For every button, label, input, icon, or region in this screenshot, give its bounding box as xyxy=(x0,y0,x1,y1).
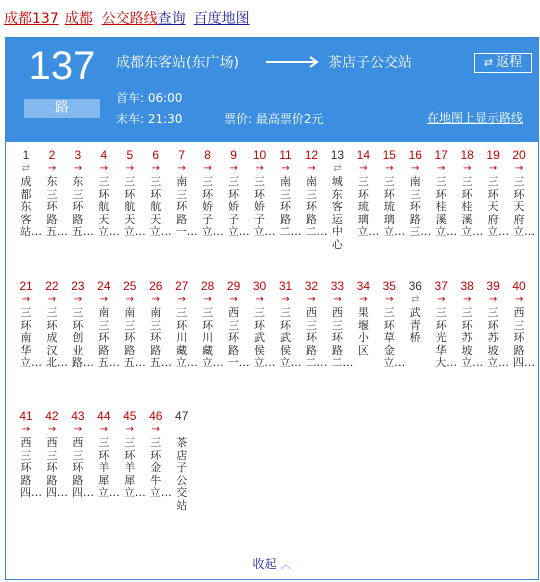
stop-name: 三环天府立… xyxy=(513,175,536,239)
stop-number: 12 xyxy=(304,148,319,162)
stop-name: 西三环路四… xyxy=(71,436,94,500)
direction-arrow-icon: → xyxy=(488,163,498,174)
bus-stop[interactable] xyxy=(144,409,172,500)
stop-name: 三环琉璃立… xyxy=(383,175,406,239)
bus-stop[interactable] xyxy=(325,279,354,370)
direction-arrow-icon: → xyxy=(307,294,316,305)
stop-number: 38 xyxy=(460,279,474,293)
stop-name: 三环苏坡立… xyxy=(461,306,484,370)
direction-arrow-icon: → xyxy=(307,163,316,174)
bus-stop[interactable] xyxy=(299,148,328,239)
bus-stop[interactable] xyxy=(455,148,484,239)
stop-name: 三环天府立… xyxy=(487,175,510,239)
direction-arrow-icon: → xyxy=(203,163,212,174)
stop-number: 5 xyxy=(126,148,134,162)
direction-arrow-icon: → xyxy=(125,163,134,174)
bus-stop[interactable] xyxy=(144,148,172,239)
stop-name: 南三环路五… xyxy=(123,306,146,370)
stop-name: 果堰小区 xyxy=(357,306,369,357)
bus-stop[interactable] xyxy=(14,148,42,239)
stop-number: 4 xyxy=(100,148,108,162)
stop-number: 14 xyxy=(356,148,371,162)
direction-arrow-icon: → xyxy=(203,294,212,305)
direction-arrow-icon: → xyxy=(73,294,83,305)
direction-arrow-icon: → xyxy=(229,163,238,174)
bus-stop[interactable] xyxy=(66,279,94,370)
stop-name: 三环羊犀立… xyxy=(97,436,120,500)
last-bus-time: 末车: 21:30 xyxy=(116,112,183,126)
stop-name: 三环航天立… xyxy=(149,175,172,239)
direction-arrow-icon: → xyxy=(47,163,57,174)
direction-arrow-icon: → xyxy=(436,294,446,305)
bus-stop[interactable] xyxy=(66,148,94,239)
bus-stop[interactable] xyxy=(118,409,146,500)
stop-name: 三环武侯立… xyxy=(279,306,302,370)
bus-stop[interactable] xyxy=(66,409,94,500)
direction-arrow-icon: → xyxy=(411,163,420,174)
stop-number: 6 xyxy=(152,148,160,162)
stop-number: 19 xyxy=(486,148,500,162)
direction-arrow-icon: → xyxy=(125,424,134,435)
stop-name: 三环羊犀立… xyxy=(123,436,146,500)
stop-number: 26 xyxy=(149,279,163,293)
bus-stop[interactable] xyxy=(299,279,328,370)
stop-name: 东三环路五… xyxy=(71,175,94,239)
stop-name: 西三环路一… xyxy=(227,306,250,370)
stop-number: 16 xyxy=(408,148,422,162)
stop-number: 43 xyxy=(71,409,85,423)
stop-name: 南三环路一… xyxy=(175,175,198,239)
stop-name: 茶店子公交站 xyxy=(176,436,188,512)
bus-stop[interactable] xyxy=(429,279,458,370)
destination-station: 茶店子公交站 xyxy=(328,55,412,71)
bus-stop[interactable] xyxy=(92,148,120,239)
stop-number: 25 xyxy=(123,279,137,293)
first-bus-time: 首车: 06:00 xyxy=(116,91,183,105)
bus-stop[interactable] xyxy=(196,148,224,239)
show-on-map-link[interactable]: 在地图上显示路线 xyxy=(427,111,524,125)
stop-number: 1 xyxy=(22,148,30,162)
bus-stop[interactable] xyxy=(14,409,42,500)
stop-number: 41 xyxy=(19,409,33,423)
direction-arrow-icon: → xyxy=(125,294,134,305)
stop-name: 南三环路五… xyxy=(149,306,172,370)
route-number: 137 xyxy=(28,44,96,88)
stop-number: 11 xyxy=(279,148,292,162)
stop-name: 三环娇子立… xyxy=(227,175,250,239)
stop-name: 三环苏坡立… xyxy=(487,306,510,370)
direction-arrow-icon: → xyxy=(73,424,83,435)
stop-number: 13 xyxy=(330,148,345,162)
bus-stop[interactable] xyxy=(351,279,375,357)
stop-name: 三环南华立… xyxy=(20,306,42,370)
stop-number: 18 xyxy=(460,148,474,162)
stop-name: 西三环路四… xyxy=(20,436,42,500)
direction-arrow-icon: → xyxy=(73,163,83,174)
direction-arrow-icon: → xyxy=(514,163,524,174)
bus-stop[interactable] xyxy=(377,148,406,239)
stop-number: 20 xyxy=(512,148,526,162)
collapse-toggle[interactable] xyxy=(6,549,538,579)
direction-arrow-icon: → xyxy=(462,163,472,174)
return-trip-button[interactable] xyxy=(474,53,532,73)
return-label: 返程 xyxy=(496,55,523,70)
bus-stop[interactable] xyxy=(481,148,510,239)
stop-number: 17 xyxy=(434,148,448,162)
stop-number: 33 xyxy=(330,279,345,293)
route-unit-badge: 路 xyxy=(24,99,100,118)
stop-number: 37 xyxy=(434,279,448,293)
bus-stop[interactable] xyxy=(222,148,250,239)
search-link[interactable]: 公交路线 xyxy=(101,11,158,27)
stop-name: 西三环路四… xyxy=(513,306,536,370)
bus-stop[interactable] xyxy=(40,279,68,370)
stop-name: 南三环路五… xyxy=(97,306,120,370)
bidirectional-arrow-icon: ⇄ xyxy=(411,294,420,305)
bus-stop[interactable] xyxy=(507,279,536,370)
direction-arrow-icon: → xyxy=(281,163,290,174)
bus-stop[interactable] xyxy=(377,279,406,370)
stop-number: 24 xyxy=(97,279,111,293)
swap-icon: ⇄ xyxy=(483,56,494,69)
direction-arrow-icon: → xyxy=(99,294,109,305)
bus-stop[interactable] xyxy=(222,279,250,370)
direction-arrow-icon: → xyxy=(385,294,394,305)
stop-name: 三环航天立… xyxy=(123,175,146,239)
stop-number: 46 xyxy=(149,409,163,423)
stop-number: 42 xyxy=(45,409,59,423)
direction-arrow-icon: → xyxy=(359,294,368,305)
route-title-link[interactable]: 成都137 xyxy=(4,11,59,27)
stop-number: 7 xyxy=(178,148,186,162)
stop-number: 28 xyxy=(200,279,215,293)
stop-number: 40 xyxy=(512,279,526,293)
bidirectional-arrow-icon xyxy=(170,423,194,436)
direction-arrow-icon: → xyxy=(462,294,472,305)
bus-stop[interactable] xyxy=(170,409,194,513)
bus-stop[interactable] xyxy=(14,279,42,370)
bus-stop[interactable] xyxy=(274,148,302,239)
stop-number: 3 xyxy=(74,148,82,162)
direction-arrow-icon: → xyxy=(281,294,290,305)
bus-stop[interactable] xyxy=(144,279,172,370)
direction-arrow-icon xyxy=(266,56,320,68)
bus-stop[interactable] xyxy=(248,148,276,239)
stop-number: 44 xyxy=(97,409,111,423)
stop-name: 东三环路五… xyxy=(45,175,68,239)
bus-route-panel xyxy=(5,37,539,580)
page-title-bar xyxy=(4,8,250,28)
bus-stop[interactable] xyxy=(481,279,510,370)
stop-number: 22 xyxy=(45,279,59,293)
bus-stop[interactable] xyxy=(429,148,458,239)
bus-stop[interactable] xyxy=(507,148,536,239)
direction-arrow-icon: → xyxy=(47,424,57,435)
stop-name: 三环琉璃立… xyxy=(357,175,380,239)
stop-name: 三环娇子立… xyxy=(253,175,276,239)
bus-stop[interactable] xyxy=(170,279,198,370)
bus-stop[interactable] xyxy=(325,148,349,252)
bus-stop[interactable] xyxy=(118,148,146,239)
city-link[interactable]: 成都 xyxy=(64,11,93,27)
stop-name: 南三环路二… xyxy=(305,175,328,239)
direction-arrow-icon: → xyxy=(47,294,57,305)
stop-number: 47 xyxy=(175,409,189,423)
direction-arrow-icon: → xyxy=(21,294,31,305)
bus-stop[interactable] xyxy=(455,279,484,370)
stop-name: 城东客运中心 xyxy=(331,175,343,251)
stop-number: 35 xyxy=(382,279,396,293)
direction-arrow-icon: → xyxy=(333,294,342,305)
stop-name: 三环桂溪立… xyxy=(435,175,458,239)
search-suffix-link[interactable]: 查询 xyxy=(157,11,186,27)
stop-name: 南三环路三… xyxy=(409,175,432,239)
bus-stop[interactable] xyxy=(403,148,432,239)
stop-name: 三环金牛立… xyxy=(149,436,172,500)
bus-stop[interactable] xyxy=(40,409,68,500)
stop-name: 三环武侯立… xyxy=(253,306,276,370)
direction-arrow-icon: → xyxy=(488,294,498,305)
stop-number: 21 xyxy=(19,279,33,293)
stop-name: 成都东客站… xyxy=(20,175,42,239)
direction-arrow-icon: → xyxy=(99,424,109,435)
stop-number: 34 xyxy=(356,279,371,293)
bus-stop[interactable] xyxy=(196,279,224,370)
stop-name: 三环川藏立… xyxy=(201,306,224,370)
bus-stop[interactable] xyxy=(170,148,198,239)
direction-arrow-icon: → xyxy=(385,163,394,174)
direction-arrow-icon: → xyxy=(21,424,31,435)
stop-name: 西三环路四… xyxy=(45,436,68,500)
stop-name: 三环桂溪立… xyxy=(461,175,484,239)
stop-number: 23 xyxy=(71,279,85,293)
stop-name: 南三环路二… xyxy=(279,175,302,239)
stop-name: 三环创业路… xyxy=(71,306,94,370)
bus-stop[interactable] xyxy=(248,279,276,370)
stop-number: 29 xyxy=(226,279,241,293)
direction-arrow-icon: → xyxy=(436,163,446,174)
stop-number: 10 xyxy=(252,148,267,162)
direction-arrow-icon: → xyxy=(229,294,238,305)
baidu-map-link[interactable]: 百度地图 xyxy=(193,11,250,27)
origin-station: 成都东客站(东广场) xyxy=(116,55,239,71)
stop-name: 三环川藏立… xyxy=(175,306,198,370)
bidirectional-arrow-icon: ⇄ xyxy=(333,163,342,174)
bus-stop[interactable] xyxy=(351,148,380,239)
direction-arrow-icon: → xyxy=(99,163,109,174)
stop-name: 西三环路二… xyxy=(331,306,354,370)
stop-number: 31 xyxy=(278,279,293,293)
stop-number: 30 xyxy=(252,279,267,293)
stop-number: 15 xyxy=(382,148,396,162)
bus-stop[interactable] xyxy=(92,279,120,370)
bus-stop[interactable] xyxy=(118,279,146,370)
stop-name: 西三环路二… xyxy=(305,306,328,370)
stop-number: 9 xyxy=(230,148,237,162)
stop-number: 32 xyxy=(304,279,319,293)
fare-info: 票价: 最高票价2元 xyxy=(224,112,324,126)
stop-name: 三环光华大… xyxy=(435,306,458,370)
stop-number: 27 xyxy=(175,279,189,293)
direction-arrow-icon: → xyxy=(151,163,160,174)
direction-arrow-icon: → xyxy=(255,163,264,174)
stop-name: 三环航天立… xyxy=(97,175,120,239)
bus-stop[interactable] xyxy=(403,279,427,345)
direction-arrow-icon: → xyxy=(255,294,264,305)
route-header xyxy=(6,38,538,142)
direction-arrow-icon: → xyxy=(177,294,186,305)
direction-arrow-icon: → xyxy=(514,294,524,305)
stop-name: 三环娇子立… xyxy=(201,175,224,239)
direction-arrow-icon: → xyxy=(359,163,368,174)
bidirectional-arrow-icon: ⇄ xyxy=(21,163,31,174)
bus-stop[interactable] xyxy=(40,148,68,239)
stop-name: 武青桥 xyxy=(409,306,421,345)
chevron-up-icon: ︿ xyxy=(280,558,292,571)
stop-name: 三环成汉北… xyxy=(45,306,68,370)
stop-number: 2 xyxy=(48,148,56,162)
direction-arrow-icon: → xyxy=(177,163,186,174)
stop-name: 三环草金立… xyxy=(383,306,406,370)
stop-number: 36 xyxy=(408,279,422,293)
bus-stop[interactable] xyxy=(92,409,120,500)
collapse-label: 收起 xyxy=(252,557,277,571)
direction-arrow-icon: → xyxy=(151,424,160,435)
stop-number: 8 xyxy=(204,148,211,162)
stop-number: 45 xyxy=(123,409,137,423)
direction-arrow-icon: → xyxy=(151,294,160,305)
stop-number: 39 xyxy=(486,279,500,293)
bus-stop[interactable] xyxy=(274,279,302,370)
